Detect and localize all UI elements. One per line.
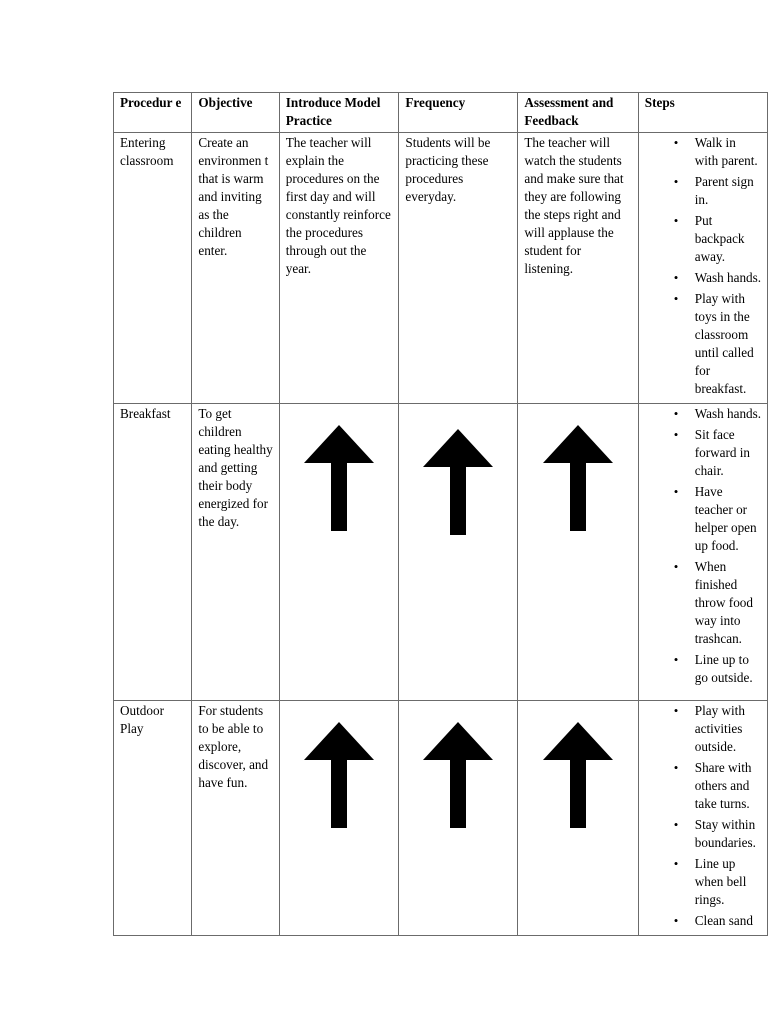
up-arrow-icon [304,722,374,828]
list-item: • Play with activities outside. [695,702,762,756]
list-item: • Line up when bell rings. [695,855,762,909]
assessment-cell [518,404,638,701]
header-assessment-feedback: Assessment and Feedback [518,93,638,133]
introduce-cell [279,701,399,936]
up-arrow-icon [423,429,493,535]
list-item: • Parent sign in. [695,173,762,209]
steps-list [645,702,762,930]
list-item: • Share with others and take turns. [695,759,762,813]
procedure-cell: Entering classroom [114,133,192,404]
table-row [114,701,768,936]
list-item: • Play with toys in the classroom until called for breakfast. [695,290,762,398]
up-arrow-icon [543,722,613,828]
introduce-cell [279,404,399,701]
up-arrow-icon [423,722,493,828]
steps-list [645,134,762,398]
steps-list [645,405,762,687]
list-item: • Wash hands. [695,405,762,423]
frequency-cell [399,404,518,701]
steps-cell [638,133,767,404]
assessment-cell [518,701,638,936]
objective-cell: For students to be able to explore, discover, and have fun. [192,701,279,936]
header-procedure: Procedur e [114,93,192,133]
up-arrow-icon [304,425,374,531]
steps-cell [638,701,767,936]
objective-cell: To get children eating healthy and getting their body energized for the day. [192,404,279,701]
header-objective: Objective [192,93,279,133]
table-row [114,404,768,701]
frequency-cell: Students will be practicing these procedures everyday. [399,133,518,404]
header-frequency: Frequency [399,93,518,133]
procedure-cell: Breakfast [114,404,192,701]
list-item: • When finished throw food way into trashcan. [695,558,762,648]
list-item: • Stay within boundaries. [695,816,762,852]
header-row [114,93,768,133]
list-item: • Walk in with parent. [695,134,762,170]
list-item: • Have teacher or helper open up food. [695,483,762,555]
list-item: • Clean sand [695,912,762,930]
assessment-cell: The teacher will watch the students and make sure that they are following the steps right and will applause the student for listening. [518,133,638,404]
procedures-table [113,92,768,936]
steps-cell [638,404,767,701]
list-item: • Wash hands. [695,269,762,287]
procedure-cell: Outdoor Play [114,701,192,936]
header-steps: Steps [638,93,767,133]
list-item: • Line up to go outside. [695,651,762,687]
up-arrow-icon [543,425,613,531]
objective-cell: Create an environmen t that is warm and inviting as the children enter. [192,133,279,404]
list-item: • Sit face forward in chair. [695,426,762,480]
frequency-cell [399,701,518,936]
introduce-cell: The teacher will explain the procedures on the first day and will constantly reinforce the procedures through out the year. [279,133,399,404]
header-introduce-model-practice: Introduce Model Practice [279,93,399,133]
list-item: • Put backpack away. [695,212,762,266]
table-row [114,133,768,404]
